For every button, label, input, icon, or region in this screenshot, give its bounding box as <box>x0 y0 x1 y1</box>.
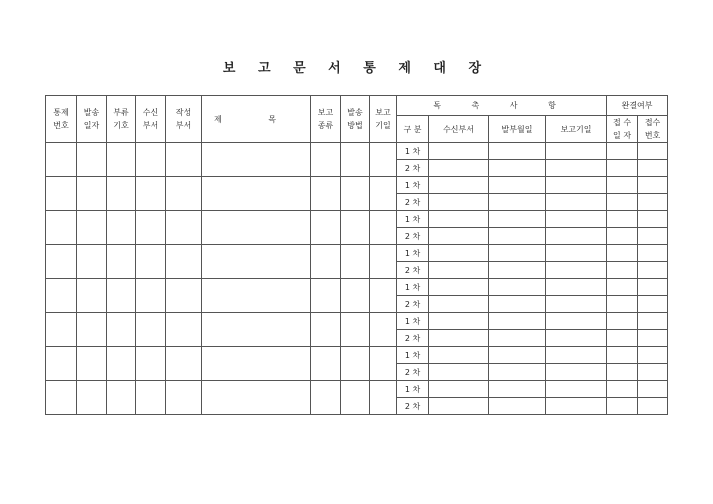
reminder-round-label: 2 차 <box>397 262 429 279</box>
entry-cell[interactable] <box>546 381 607 398</box>
entry-cell[interactable] <box>546 330 607 347</box>
entry-cell[interactable] <box>370 245 397 279</box>
entry-cell[interactable] <box>429 330 489 347</box>
entry-cell[interactable] <box>341 245 370 279</box>
reminder-round-label: 2 차 <box>397 194 429 211</box>
entry-cell[interactable] <box>46 347 77 381</box>
entry-cell[interactable] <box>46 245 77 279</box>
entry-cell[interactable] <box>136 211 166 245</box>
reminder-round-label: 1 차 <box>397 279 429 296</box>
header-reminder: 독 촉 사 항 <box>397 96 607 116</box>
entry-cell[interactable] <box>107 143 136 177</box>
reminder-round-label: 2 차 <box>397 330 429 347</box>
entry-cell[interactable] <box>607 143 638 160</box>
entry-cell[interactable] <box>311 279 341 313</box>
entry-cell[interactable] <box>638 194 668 211</box>
entry-cell[interactable] <box>166 279 202 313</box>
entry-cell[interactable] <box>607 245 638 262</box>
entry-cell[interactable] <box>429 245 489 262</box>
entry-cell[interactable] <box>429 364 489 381</box>
entry-cell[interactable] <box>607 194 638 211</box>
header-report-type: 보고 종류 <box>311 96 341 143</box>
entry-cell[interactable] <box>429 279 489 296</box>
entry-cell[interactable] <box>311 381 341 415</box>
entry-cell[interactable] <box>607 177 638 194</box>
table-row <box>46 347 668 364</box>
entry-cell[interactable] <box>546 364 607 381</box>
entry-cell[interactable] <box>429 160 489 177</box>
entry-cell[interactable] <box>489 296 546 313</box>
entry-cell[interactable] <box>370 347 397 381</box>
entry-cell[interactable] <box>46 381 77 415</box>
entry-cell[interactable] <box>607 364 638 381</box>
entry-cell[interactable] <box>546 211 607 228</box>
entry-cell[interactable] <box>107 313 136 347</box>
entry-cell[interactable] <box>166 177 202 211</box>
entry-cell[interactable] <box>638 296 668 313</box>
entry-cell[interactable] <box>638 262 668 279</box>
table-row <box>46 211 668 228</box>
entry-cell[interactable] <box>202 143 311 177</box>
entry-cell[interactable] <box>429 194 489 211</box>
header-receiving-dept: 수신 부서 <box>136 96 166 143</box>
entry-cell[interactable] <box>638 279 668 296</box>
entry-cell[interactable] <box>341 143 370 177</box>
reminder-round-label: 2 차 <box>397 228 429 245</box>
reminder-round-label: 1 차 <box>397 381 429 398</box>
entry-cell[interactable] <box>607 279 638 296</box>
entry-cell[interactable] <box>489 160 546 177</box>
entry-cell[interactable] <box>136 245 166 279</box>
entry-cell[interactable] <box>546 177 607 194</box>
header-send-method: 발송 방법 <box>341 96 370 143</box>
entry-cell[interactable] <box>202 279 311 313</box>
entry-cell[interactable] <box>107 279 136 313</box>
entry-cell[interactable] <box>429 398 489 415</box>
reminder-round-label: 1 차 <box>397 313 429 330</box>
entry-cell[interactable] <box>370 177 397 211</box>
entry-cell[interactable] <box>77 211 107 245</box>
entry-cell[interactable] <box>607 262 638 279</box>
entry-cell[interactable] <box>607 313 638 330</box>
entry-cell[interactable] <box>370 279 397 313</box>
entry-cell[interactable] <box>136 177 166 211</box>
entry-cell[interactable] <box>311 347 341 381</box>
entry-cell[interactable] <box>489 330 546 347</box>
entry-cell[interactable] <box>607 381 638 398</box>
ledger-body <box>46 143 668 415</box>
entry-cell[interactable] <box>489 177 546 194</box>
entry-cell[interactable] <box>607 330 638 347</box>
entry-cell[interactable] <box>77 313 107 347</box>
entry-cell[interactable] <box>607 296 638 313</box>
header-send-date: 발송 일자 <box>77 96 107 143</box>
entry-cell[interactable] <box>489 143 546 160</box>
entry-cell[interactable] <box>311 211 341 245</box>
entry-cell[interactable] <box>638 228 668 245</box>
reminder-round-label: 2 차 <box>397 160 429 177</box>
entry-cell[interactable] <box>46 143 77 177</box>
reminder-round-label: 1 차 <box>397 143 429 160</box>
entry-cell[interactable] <box>166 381 202 415</box>
entry-cell[interactable] <box>136 347 166 381</box>
document-title: 보 고 문 서 통 제 대 장 <box>222 61 491 76</box>
entry-cell[interactable] <box>77 245 107 279</box>
entry-cell[interactable] <box>429 381 489 398</box>
entry-cell[interactable] <box>546 228 607 245</box>
table-row <box>46 313 668 330</box>
entry-cell[interactable] <box>489 364 546 381</box>
table-row <box>46 177 668 194</box>
entry-cell[interactable] <box>546 194 607 211</box>
entry-cell[interactable] <box>489 228 546 245</box>
entry-cell[interactable] <box>46 177 77 211</box>
entry-cell[interactable] <box>638 177 668 194</box>
entry-cell[interactable] <box>489 262 546 279</box>
entry-cell[interactable] <box>429 296 489 313</box>
entry-cell[interactable] <box>370 143 397 177</box>
entry-cell[interactable] <box>341 279 370 313</box>
entry-cell[interactable] <box>429 347 489 364</box>
entry-cell[interactable] <box>107 245 136 279</box>
entry-cell[interactable] <box>638 347 668 364</box>
entry-cell[interactable] <box>489 347 546 364</box>
entry-cell[interactable] <box>489 398 546 415</box>
entry-cell[interactable] <box>607 398 638 415</box>
entry-cell[interactable] <box>166 143 202 177</box>
entry-cell[interactable] <box>429 177 489 194</box>
entry-cell[interactable] <box>607 347 638 364</box>
entry-cell[interactable] <box>202 347 311 381</box>
header-subject: 제 목 <box>202 96 311 143</box>
entry-cell[interactable] <box>311 143 341 177</box>
entry-cell[interactable] <box>638 398 668 415</box>
table-row <box>46 381 668 398</box>
entry-cell[interactable] <box>546 143 607 160</box>
entry-cell[interactable] <box>638 364 668 381</box>
entry-cell[interactable] <box>77 177 107 211</box>
entry-cell[interactable] <box>489 381 546 398</box>
entry-cell[interactable] <box>546 398 607 415</box>
entry-cell[interactable] <box>429 143 489 160</box>
entry-cell[interactable] <box>546 279 607 296</box>
entry-cell[interactable] <box>638 313 668 330</box>
reminder-round-label: 2 차 <box>397 398 429 415</box>
entry-cell[interactable] <box>638 211 668 228</box>
entry-cell[interactable] <box>136 381 166 415</box>
entry-cell[interactable] <box>489 194 546 211</box>
entry-cell[interactable] <box>429 228 489 245</box>
entry-cell[interactable] <box>429 313 489 330</box>
entry-cell[interactable] <box>107 177 136 211</box>
entry-cell[interactable] <box>77 143 107 177</box>
entry-cell[interactable] <box>341 313 370 347</box>
entry-cell[interactable] <box>136 143 166 177</box>
entry-cell[interactable] <box>607 160 638 177</box>
entry-cell[interactable] <box>202 313 311 347</box>
entry-cell[interactable] <box>341 381 370 415</box>
entry-cell[interactable] <box>311 245 341 279</box>
entry-cell[interactable] <box>341 347 370 381</box>
header-receipt-number: 접수 번호 <box>638 116 668 143</box>
entry-cell[interactable] <box>489 313 546 330</box>
entry-cell[interactable] <box>166 245 202 279</box>
entry-cell[interactable] <box>107 347 136 381</box>
entry-cell[interactable] <box>166 313 202 347</box>
entry-cell[interactable] <box>341 177 370 211</box>
header-receipt-date: 접 수 일 자 <box>607 116 638 143</box>
entry-cell[interactable] <box>546 296 607 313</box>
table-row <box>46 279 668 296</box>
entry-cell[interactable] <box>370 211 397 245</box>
reminder-round-label: 1 차 <box>397 211 429 228</box>
reminder-round-label: 1 차 <box>397 177 429 194</box>
header-completion: 완결여부 <box>607 96 668 116</box>
entry-cell[interactable] <box>607 228 638 245</box>
header-report-deadline: 보고 기일 <box>370 96 397 143</box>
header-reminder-deadline: 보고기일 <box>546 116 607 143</box>
entry-cell[interactable] <box>546 347 607 364</box>
entry-cell[interactable] <box>202 245 311 279</box>
entry-cell[interactable] <box>202 381 311 415</box>
entry-cell[interactable] <box>489 211 546 228</box>
entry-cell[interactable] <box>429 262 489 279</box>
entry-cell[interactable] <box>46 279 77 313</box>
entry-cell[interactable] <box>46 211 77 245</box>
report-control-ledger <box>45 95 668 415</box>
entry-cell[interactable] <box>202 177 311 211</box>
entry-cell[interactable] <box>311 313 341 347</box>
header-issue-date: 발부월일 <box>489 116 546 143</box>
entry-cell[interactable] <box>370 313 397 347</box>
entry-cell[interactable] <box>166 211 202 245</box>
entry-cell[interactable] <box>638 143 668 160</box>
entry-cell[interactable] <box>166 347 202 381</box>
entry-cell[interactable] <box>489 279 546 296</box>
entry-cell[interactable] <box>77 279 107 313</box>
entry-cell[interactable] <box>136 279 166 313</box>
reminder-round-label: 1 차 <box>397 245 429 262</box>
table-row <box>46 143 668 160</box>
entry-cell[interactable] <box>370 381 397 415</box>
entry-cell[interactable] <box>489 245 546 262</box>
reminder-round-label: 2 차 <box>397 364 429 381</box>
entry-cell[interactable] <box>46 313 77 347</box>
entry-cell[interactable] <box>77 347 107 381</box>
reminder-round-label: 1 차 <box>397 347 429 364</box>
entry-cell[interactable] <box>638 330 668 347</box>
header-reminder-recv-dept: 수신부서 <box>429 116 489 143</box>
entry-cell[interactable] <box>546 313 607 330</box>
entry-cell[interactable] <box>638 381 668 398</box>
entry-cell[interactable] <box>107 211 136 245</box>
entry-cell[interactable] <box>607 211 638 228</box>
header-control-number: 통제 번호 <box>46 96 77 143</box>
header-class-code: 부류 기호 <box>107 96 136 143</box>
header-category: 구 분 <box>397 116 429 143</box>
entry-cell[interactable] <box>546 262 607 279</box>
entry-cell[interactable] <box>202 211 311 245</box>
entry-cell[interactable] <box>77 381 107 415</box>
entry-cell[interactable] <box>546 245 607 262</box>
entry-cell[interactable] <box>638 160 668 177</box>
entry-cell[interactable] <box>546 160 607 177</box>
entry-cell[interactable] <box>107 381 136 415</box>
reminder-round-label: 2 차 <box>397 296 429 313</box>
entry-cell[interactable] <box>311 177 341 211</box>
entry-cell[interactable] <box>429 211 489 228</box>
header-writing-dept: 작성 부서 <box>166 96 202 143</box>
entry-cell[interactable] <box>341 211 370 245</box>
table-row <box>46 245 668 262</box>
entry-cell[interactable] <box>638 245 668 262</box>
entry-cell[interactable] <box>136 313 166 347</box>
